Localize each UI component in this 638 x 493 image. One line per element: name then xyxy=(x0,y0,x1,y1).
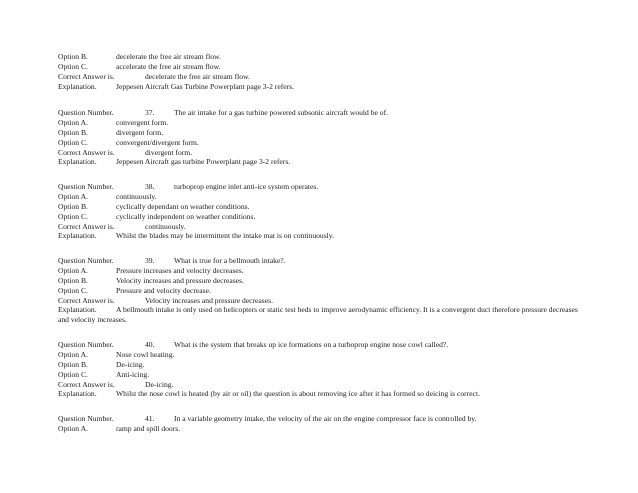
explanation-text: Jeppesen Aircraft Gas Turbine Powerplant page 3-2 refers. xyxy=(116,81,294,91)
question-text: In a variable geometry intake, the velocity of the air on the engine compressor face is controlled by. xyxy=(174,414,477,423)
question-number: 39. xyxy=(145,256,155,265)
correct-answer-text: decelerate the free air stream flow. xyxy=(145,71,250,81)
question-row xyxy=(58,340,586,350)
option-b-row xyxy=(58,52,586,62)
question-number-label: Question Number. xyxy=(58,414,114,423)
option-b-row xyxy=(58,276,586,286)
option-c-text: Pressure and velocity decrease. xyxy=(116,285,211,295)
explanation-label: Explanation. xyxy=(58,157,97,167)
option-c-row xyxy=(58,62,586,72)
correct-answer-label: Correct Answer is. xyxy=(58,71,115,81)
option-b-label: Option B. xyxy=(58,127,88,137)
correct-answer-row xyxy=(58,148,586,158)
option-b-row xyxy=(58,128,586,138)
option-c-label: Option C. xyxy=(58,369,88,379)
question-row xyxy=(58,182,586,192)
question-41 xyxy=(58,414,586,434)
explanation-label: Explanation. xyxy=(58,305,97,315)
explanation-text: Whilst the nose cowl is heated (by air or oil) the question is about removing ice after it has formed so deicing is correct. xyxy=(116,389,480,399)
option-c-label: Option C. xyxy=(58,285,88,295)
option-c-row xyxy=(58,138,586,148)
option-c-label: Option C. xyxy=(58,61,88,71)
option-a-label: Option A. xyxy=(58,265,88,275)
option-b-label: Option B. xyxy=(58,52,88,61)
question-text: turboprop engine inlet anti-ice system operates. xyxy=(174,182,319,191)
question-number: 40. xyxy=(145,340,155,349)
correct-answer-text: Velocity increases and pressure decreases. xyxy=(145,295,273,305)
option-c-row xyxy=(58,212,586,222)
question-number: 38. xyxy=(145,182,155,191)
option-a-row xyxy=(58,350,586,360)
question-text: What is the system that breaks up ice formations on a turboprop engine nose cowl called?. xyxy=(174,340,449,349)
option-a-row xyxy=(58,266,586,276)
option-c-text: cyclically independent on weather conditions. xyxy=(116,211,256,221)
correct-answer-label: Correct Answer is. xyxy=(58,147,115,157)
option-b-label: Option B. xyxy=(58,201,88,211)
question-40 xyxy=(58,340,586,399)
explanation-label: Explanation. xyxy=(58,81,97,91)
explanation-row xyxy=(58,231,586,241)
explanation-row xyxy=(58,157,586,167)
question-39 xyxy=(58,256,586,325)
correct-answer-text: continuously. xyxy=(145,221,186,231)
correct-answer-row xyxy=(58,380,586,390)
question-row xyxy=(58,414,586,424)
option-c-row xyxy=(58,370,586,380)
option-c-text: accelerate the free air stream flow. xyxy=(116,61,221,71)
question-number-label: Question Number. xyxy=(58,256,114,265)
question-38 xyxy=(58,182,586,241)
correct-answer-label: Correct Answer is. xyxy=(58,295,115,305)
explanation-row xyxy=(58,82,586,92)
option-a-label: Option A. xyxy=(58,423,88,433)
option-a-text: ramp and spill doors. xyxy=(116,423,181,433)
question-text: What is true for a bellmouth intake?. xyxy=(174,256,286,265)
correct-answer-text: De-icing. xyxy=(145,379,174,389)
option-b-row xyxy=(58,202,586,212)
question-37 xyxy=(58,108,586,167)
correct-answer-row xyxy=(58,296,586,306)
option-c-text: Anti-icing. xyxy=(116,369,150,379)
option-b-text: De-icing. xyxy=(116,359,145,369)
option-a-text: Nose cowl heating. xyxy=(116,349,175,359)
option-c-text: convergent/divergent form. xyxy=(116,137,199,147)
option-a-text: Pressure increases and velocity decreases. xyxy=(116,265,244,275)
question-row xyxy=(58,108,586,118)
explanation-label: Explanation. xyxy=(58,231,97,241)
explanation-row xyxy=(58,389,586,399)
explanation-text: Whilst the blades may be intermittent the intake mat is on continuously. xyxy=(116,231,334,241)
question-36-tail xyxy=(58,52,586,92)
option-a-row xyxy=(58,424,586,434)
option-a-text: convergent form. xyxy=(116,117,169,127)
question-row xyxy=(58,256,586,266)
option-c-label: Option C. xyxy=(58,211,88,221)
explanation-row xyxy=(58,305,586,325)
option-a-label: Option A. xyxy=(58,117,88,127)
option-b-text: decelerate the free air stream flow. xyxy=(116,52,221,61)
correct-answer-row xyxy=(58,72,586,82)
question-number-label: Question Number. xyxy=(58,108,114,117)
explanation-label: Explanation. xyxy=(58,389,97,399)
question-number-label: Question Number. xyxy=(58,340,114,349)
option-a-text: continuously. xyxy=(116,191,157,201)
option-b-label: Option B. xyxy=(58,359,88,369)
explanation-text: Jeppesen Aircraft gas turbine Powerplant page 3-2 refers. xyxy=(116,157,291,167)
option-a-label: Option A. xyxy=(58,349,88,359)
option-a-label: Option A. xyxy=(58,191,88,201)
question-number-label: Question Number. xyxy=(58,182,114,191)
question-number: 37. xyxy=(145,108,155,117)
option-b-text: cyclically dependant on weather conditions. xyxy=(116,201,250,211)
option-c-row xyxy=(58,286,586,296)
correct-answer-label: Correct Answer is. xyxy=(58,221,115,231)
explanation-text: A bellmouth intake is only used on helicopters or static test beds to improve aerodynamic efficiency. It is a convergent duct therefore pressure decreases and velocity increases. xyxy=(58,305,578,325)
option-a-row xyxy=(58,192,586,202)
option-b-text: divergent form. xyxy=(116,127,164,137)
option-b-label: Option B. xyxy=(58,275,88,285)
question-number: 41. xyxy=(145,414,155,423)
correct-answer-row xyxy=(58,222,586,232)
option-b-text: Velocity increases and pressure decreases. xyxy=(116,275,244,285)
option-a-row xyxy=(58,118,586,128)
option-c-label: Option C. xyxy=(58,137,88,147)
option-b-row xyxy=(58,360,586,370)
question-text: The air intake for a gas turbine powered subsonic aircraft would be of. xyxy=(174,108,389,117)
correct-answer-text: divergent form. xyxy=(145,147,193,157)
correct-answer-label: Correct Answer is. xyxy=(58,379,115,389)
